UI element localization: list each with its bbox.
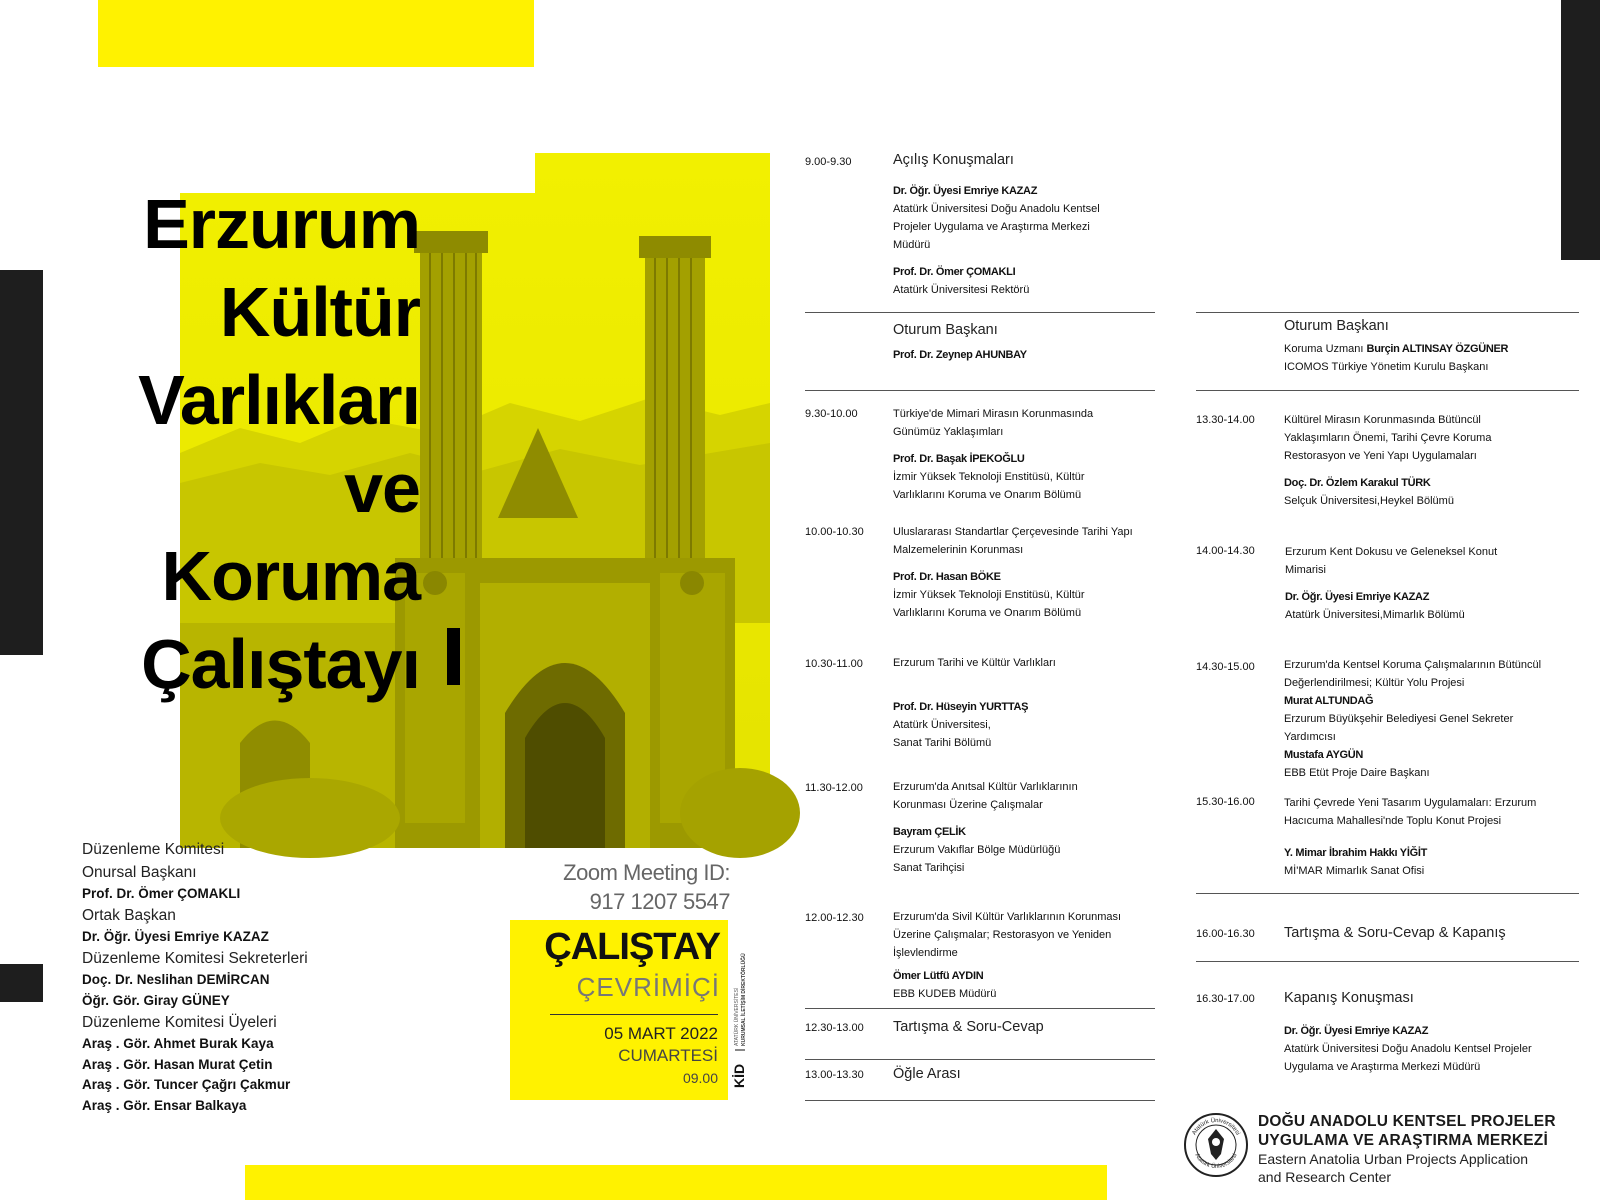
program-slot [893, 405, 1153, 504]
divider [1196, 390, 1579, 391]
slot-title: Mimarisi [1285, 564, 1326, 576]
session-chair-left [893, 320, 1143, 364]
slot-title: Türkiye'de Mimari Mirasın Korunmasında [893, 408, 1094, 420]
speaker-name: Dr. Öğr. Üyesi Emriye KAZAZ [1284, 1025, 1429, 1037]
divider [1196, 312, 1579, 313]
divider [1196, 961, 1579, 962]
title-line: Varlıkları [138, 361, 420, 439]
honorary-name: Prof. Dr. Ömer ÇOMAKLI [82, 886, 241, 901]
divider [1196, 893, 1579, 894]
speaker-name: Bayram ÇELİK [893, 826, 966, 838]
speaker-name: Prof. Dr. Hasan BÖKE [893, 571, 1001, 583]
speaker-affiliation: Müdürü [893, 239, 931, 251]
left-black-block [0, 964, 43, 1002]
kid-line1: ATATÜRK ÜNİVERSİTESİ [734, 987, 740, 1046]
slot-title: Korunması Üzerine Çalışmalar [893, 799, 1043, 811]
slot-title: Öğle Arası [893, 1066, 961, 1082]
speaker-affiliation: İzmir Yüksek Teknoloji Enstitüsü, Kültür [893, 589, 1085, 601]
slot-time: 14.00-14.30 [1196, 545, 1255, 557]
organizing-committee [82, 838, 442, 1116]
kid-line2: KURUMSAL İLETİŞİM DİREKTÖRLÜĞÜ [741, 953, 747, 1046]
speaker-affiliation: Atatürk Üniversitesi Rektörü [893, 284, 1030, 296]
slot-title: Malzemelerinin Korunması [893, 544, 1024, 556]
slot-time: 12.00-12.30 [805, 912, 864, 924]
program-slot [893, 1064, 1153, 1084]
program-slot [1285, 543, 1575, 624]
program-slot [893, 1017, 1153, 1037]
slot-title: Erzurum'da Sivil Kültür Varlıklarının Korunması [893, 911, 1122, 923]
speaker-affiliation: Sanat Tarihi Bölümü [893, 737, 992, 749]
speaker-affiliation: EBB KUDEB Müdürü [893, 988, 997, 1000]
slot-time: 14.30-15.00 [1196, 661, 1255, 673]
slot-title: Restorasyon ve Yeni Yapı Uygulamaları [1284, 450, 1477, 462]
zoom-id: 917 1207 5547 [589, 889, 730, 914]
slot-time: 10.00-10.30 [805, 526, 864, 538]
secretaries-label: Düzenleme Komitesi Sekreterleri [82, 950, 308, 967]
speaker-affiliation: Projeler Uygulama ve Araştırma Merkezi [893, 221, 1090, 233]
chair-prefix: Koruma Uzmanı [1284, 343, 1364, 355]
slot-title: Hacıcuma Mahallesi'nde Toplu Konut Projesi [1284, 815, 1502, 827]
cochair-name: Dr. Öğr. Üyesi Emriye KAZAZ [82, 929, 269, 944]
session-chair-right [1284, 316, 1574, 376]
speaker-affiliation: İzmir Yüksek Teknoloji Enstitüsü, Kültür [893, 471, 1085, 483]
member-name: Araş . Gör. Ahmet Burak Kaya [82, 1036, 274, 1051]
title-line: Kültür [219, 273, 420, 351]
divider [805, 312, 1155, 313]
title-line: Koruma [161, 537, 420, 615]
slot-title: Yaklaşımların Önemi, Tarihi Çevre Koruma [1284, 432, 1492, 444]
slot-title: Günümüz Yaklaşımları [893, 426, 1004, 438]
chair-name: Prof. Dr. Zeynep AHUNBAY [893, 349, 1027, 361]
speaker-name: Dr. Öğr. Üyesi Emriye KAZAZ [1285, 591, 1430, 603]
slot-title: Tarihi Çevrede Yeni Tasarım Uygulamaları: Erzurum [1284, 797, 1537, 809]
divider [805, 1100, 1155, 1101]
program-opening [893, 150, 1143, 299]
speaker-name: Murat ALTUNDAĞ [1284, 695, 1374, 707]
speaker-affiliation: Uygulama ve Araştırma Merkezi Müdürü [1284, 1061, 1481, 1073]
event-date: 05 MART 2022 [604, 1024, 718, 1043]
member-name: Araş . Gör. Hasan Murat Çetin [82, 1056, 273, 1072]
event-divider [550, 1014, 718, 1015]
speaker-name: Ömer Lütfü AYDIN [893, 970, 984, 982]
chair-label: Oturum Başkanı [893, 322, 998, 338]
slot-time: 9.30-10.00 [805, 408, 858, 420]
program-slot [893, 654, 1153, 752]
honorary-label: Onursal Başkanı [82, 864, 197, 881]
slot-title: Açılış Konuşmaları [893, 152, 1014, 168]
title-line: Çalıştayı [141, 625, 420, 703]
slot-title: Üzerine Çalışmalar; Restorasyon ve Yeniden [893, 929, 1112, 941]
speaker-name: Mustafa AYGÜN [1284, 749, 1364, 761]
slot-title: Erzurum'da Anıtsal Kültür Varlıklarının [893, 781, 1078, 793]
speaker-affiliation: Varlıklarını Koruma ve Onarım Bölümü [893, 607, 1082, 619]
slot-title: Erzurum Tarihi ve Kültür Varlıkları [893, 657, 1056, 669]
divider [805, 1059, 1155, 1060]
program-slot [893, 908, 1163, 1003]
slot-title: Kapanış Konuşması [1284, 990, 1414, 1006]
left-black-bar [0, 270, 43, 655]
university-seal-icon [1183, 1112, 1249, 1178]
title-line: ve [344, 449, 420, 527]
seal-text-top: Atatürk Üniversitesi [1191, 1117, 1241, 1137]
speaker-name: Prof. Dr. Başak İPEKOĞLU [893, 453, 1025, 465]
program-slot [893, 523, 1163, 622]
program-slot [1284, 411, 1574, 510]
program-slot [1284, 794, 1574, 880]
program-slot [1284, 988, 1584, 1076]
chair-label: Oturum Başkanı [1284, 318, 1389, 334]
program-slot [1284, 923, 1574, 943]
slot-time: 16.00-16.30 [1196, 928, 1255, 940]
divider [805, 1008, 1155, 1009]
speaker-affiliation: Atatürk Üniversitesi, [893, 719, 991, 731]
zoom-info [520, 858, 730, 916]
event-type: ÇALIŞTAY [544, 926, 720, 968]
kid-logo-text: KİD [731, 1063, 747, 1088]
title-line: Erzurum [143, 185, 420, 263]
speaker-affiliation: Atatürk Üniversitesi Doğu Anadolu Kentsel [893, 203, 1100, 215]
program-slot [893, 778, 1153, 877]
slot-title: İşlevlendirme [893, 947, 958, 959]
speaker-affiliation: Erzurum Büyükşehir Belediyesi Genel Sekreter [1284, 713, 1514, 725]
member-name: Araş . Gör. Tuncer Çağrı Çakmur [82, 1077, 291, 1092]
kid-logo [733, 930, 747, 1090]
speaker-name: Y. Mimar İbrahim Hakkı YİĞİT [1284, 847, 1428, 859]
slot-title: Tartışma & Soru-Cevap [893, 1019, 1044, 1035]
institution-name-tr: DOĞU ANADOLU KENTSEL PROJELER [1258, 1113, 1556, 1130]
slot-title: Uluslararası Standartlar Çerçevesinde Tarihi Yapı [893, 526, 1133, 538]
slot-time: 11.30-12.00 [805, 782, 863, 794]
slot-time: 13.30-14.00 [1196, 414, 1255, 426]
speaker-affiliation: Sanat Tarihçisi [893, 862, 965, 874]
speaker-name: Doç. Dr. Özlem Karakul TÜRK [1284, 477, 1431, 489]
event-box [510, 920, 728, 1100]
slot-title: Kültürel Mirasın Korunmasında Bütüncül [1284, 414, 1481, 426]
slot-time: 10.30-11.00 [805, 658, 863, 670]
members-label: Düzenleme Komitesi Üyeleri [82, 1014, 277, 1031]
slot-title: Erzurum Kent Dokusu ve Geleneksel Konut [1285, 546, 1498, 558]
secretary-name: Doç. Dr. Neslihan DEMİRCAN [82, 972, 270, 987]
slot-title: Değerlendirilmesi; Kültür Yolu Projesi [1284, 677, 1465, 689]
speaker-name: Prof. Dr. Ömer ÇOMAKLI [893, 266, 1016, 278]
right-black-bar [1561, 0, 1600, 260]
speaker-name: Prof. Dr. Hüseyin YURTTAŞ [893, 701, 1029, 713]
program-slot [1284, 656, 1574, 782]
institution-name-en: and Research Center [1258, 1169, 1392, 1185]
committee-heading: Düzenleme Komitesi [82, 841, 225, 858]
institution-name-tr: UYGULAMA VE ARAŞTIRMA MERKEZİ [1258, 1132, 1548, 1149]
bottom-yellow-bar [245, 1165, 1107, 1200]
zoom-label: Zoom Meeting ID: [563, 860, 730, 885]
chair-name: Burçin ALTINSAY ÖZGÜNER [1366, 343, 1509, 355]
speaker-affiliation: EBB Etüt Proje Daire Başkanı [1284, 767, 1430, 779]
chair-title-name [1284, 340, 1574, 358]
slot-time: 15.30-16.00 [1196, 796, 1255, 808]
slot-time: 13.00-13.30 [805, 1069, 864, 1081]
speaker-affiliation: Yardımcısı [1284, 731, 1336, 743]
slot-time: 9.00-9.30 [805, 156, 852, 168]
event-format: ÇEVRİMİÇİ [576, 972, 720, 1002]
institution-name-en: Eastern Anatolia Urban Projects Application [1258, 1151, 1529, 1167]
slot-title: Erzurum'da Kentsel Koruma Çalışmalarının Bütüncül [1284, 659, 1542, 671]
event-title [40, 180, 420, 708]
speaker-affiliation: Mİ'MAR Mimarlık Sanat Ofisi [1284, 865, 1425, 877]
speaker-affiliation: Atatürk Üniversitesi,Mimarlık Bölümü [1285, 609, 1465, 621]
divider [805, 390, 1155, 391]
chair-affiliation: ICOMOS Türkiye Yönetim Kurulu Başkanı [1284, 361, 1489, 373]
speaker-affiliation: Atatürk Üniversitesi Doğu Anadolu Kentsel Projeler [1284, 1043, 1532, 1055]
slot-title: Tartışma & Soru-Cevap & Kapanış [1284, 925, 1506, 941]
member-name: Araş . Gör. Ensar Balkaya [82, 1097, 247, 1113]
event-day: CUMARTESİ [618, 1046, 718, 1065]
slot-time: 12.30-13.00 [805, 1022, 864, 1034]
seal-text-bottom: Atatürk Üniversitesi [1193, 1152, 1239, 1171]
institution-name [1258, 1112, 1593, 1186]
speaker-affiliation: Varlıklarını Koruma ve Onarım Bölümü [893, 489, 1082, 501]
speaker-affiliation: Selçuk Üniversitesi,Heykel Bölümü [1284, 495, 1454, 507]
event-time: 09.00 [682, 1070, 718, 1086]
title-numeral-bar [447, 628, 460, 685]
speaker-name: Dr. Öğr. Üyesi Emriye KAZAZ [893, 185, 1038, 197]
speaker-affiliation: Erzurum Vakıflar Bölge Müdürlüğü [893, 844, 1061, 856]
slot-time: 16.30-17.00 [1196, 993, 1255, 1005]
secretary-name: Öğr. Gör. Giray GÜNEY [82, 992, 230, 1008]
top-yellow-bar [98, 0, 534, 67]
cochair-label: Ortak Başkan [82, 907, 176, 924]
